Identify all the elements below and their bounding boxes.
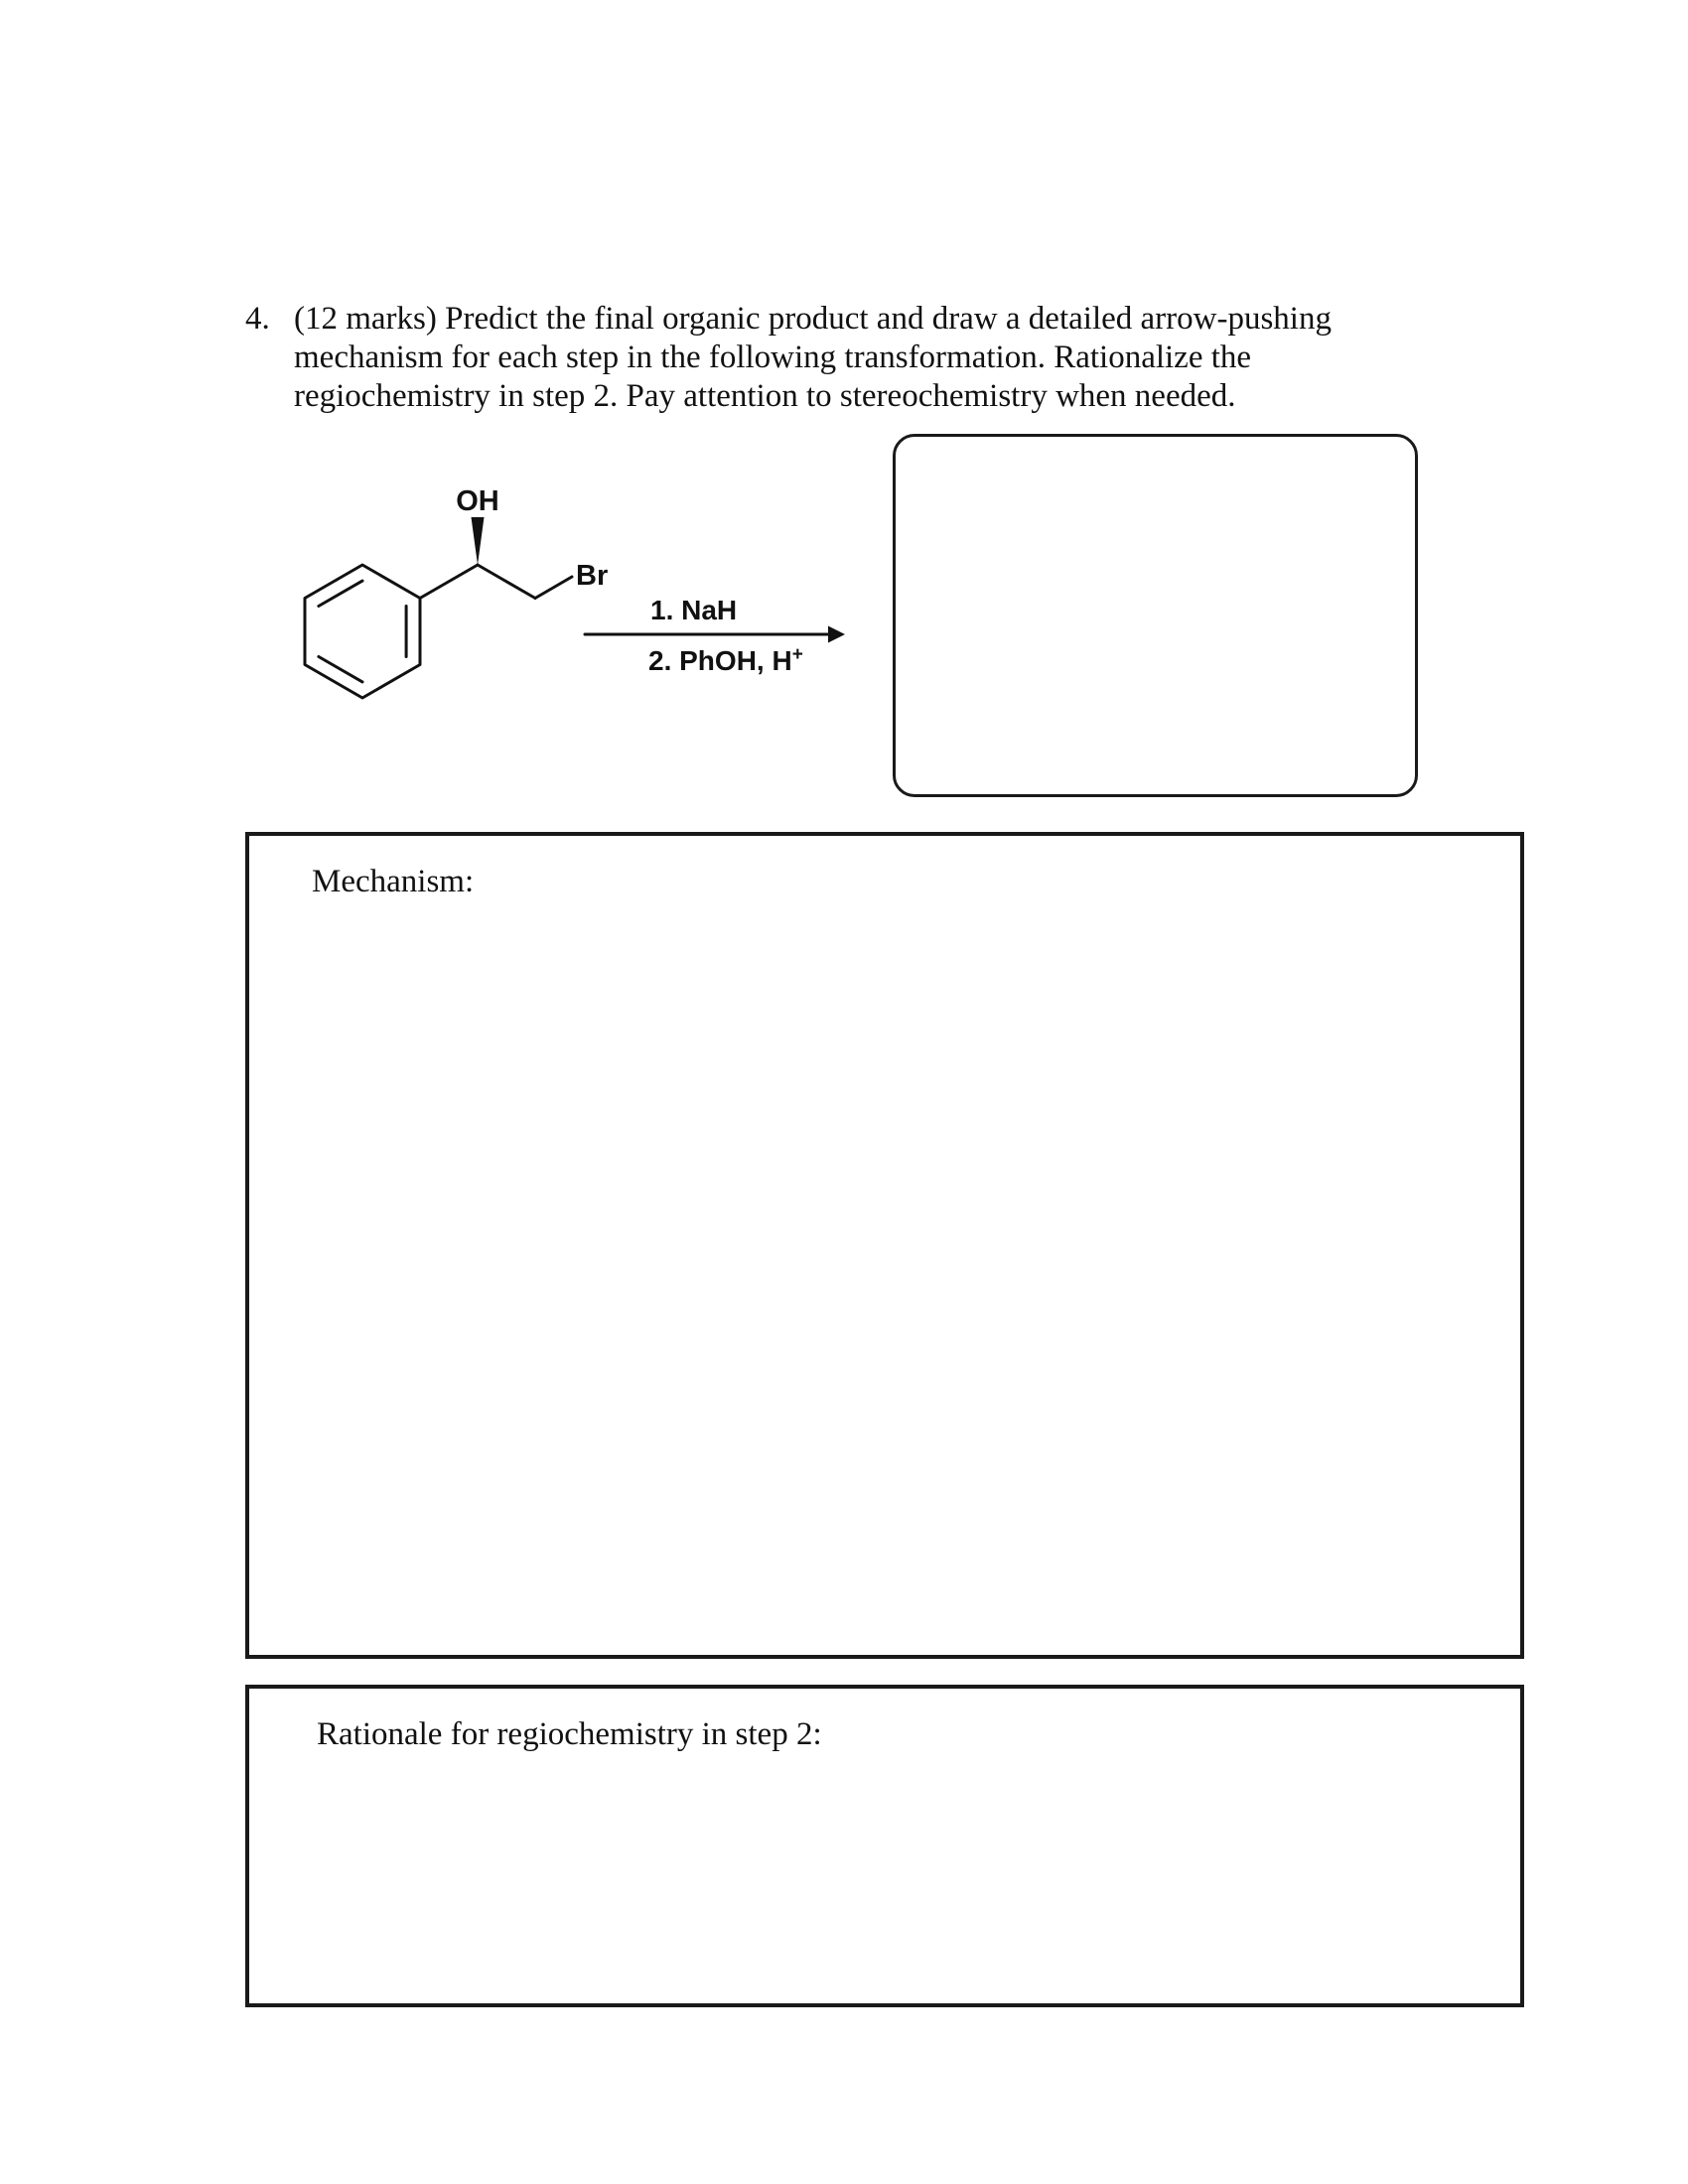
rationale-label: Rationale for regiochemistry in step 2: [317,1716,822,1752]
reaction-arrow-head [828,626,845,643]
br-label: Br [576,560,609,592]
question-block [245,300,1332,416]
question-text-line-3: regiochemistry in step 2. Pay attention to stereochemistry when needed. [294,378,1236,414]
mechanism-box [245,832,1524,1659]
molecule-side-chain [420,517,572,599]
question-text-line-2: mechanism for each step in the following transformation. Rationalize the [294,340,1252,375]
benzene-double-bond-2 [319,657,362,682]
wedge-bond-to-oh [472,517,485,565]
benzene-double-bond-1 [319,581,362,606]
step2-label-superscript: + [791,644,803,665]
step2-label-text: 2. PhOH, H [648,645,792,676]
oh-label: OH [456,485,499,517]
benzene-ring-outline [305,565,420,698]
reaction-arrow [585,626,845,643]
mechanism-label: Mechanism: [312,864,475,899]
bond-stereocenter-to-ch2 [478,565,535,599]
question-number: 4. [245,301,270,337]
benzene-ring [305,565,420,698]
step2-label [648,644,803,676]
product-answer-box [893,434,1418,797]
question-text [294,300,1332,416]
rationale-box [245,1685,1524,2007]
bond-ring-to-stereocenter [420,565,478,599]
reaction-scheme [248,427,904,745]
question-text-line-1: (12 marks) Predict the final organic product and draw a detailed arrow-pushing [294,301,1332,337]
step1-label: 1. NaH [650,595,738,625]
bond-ch2-to-br [535,577,572,599]
